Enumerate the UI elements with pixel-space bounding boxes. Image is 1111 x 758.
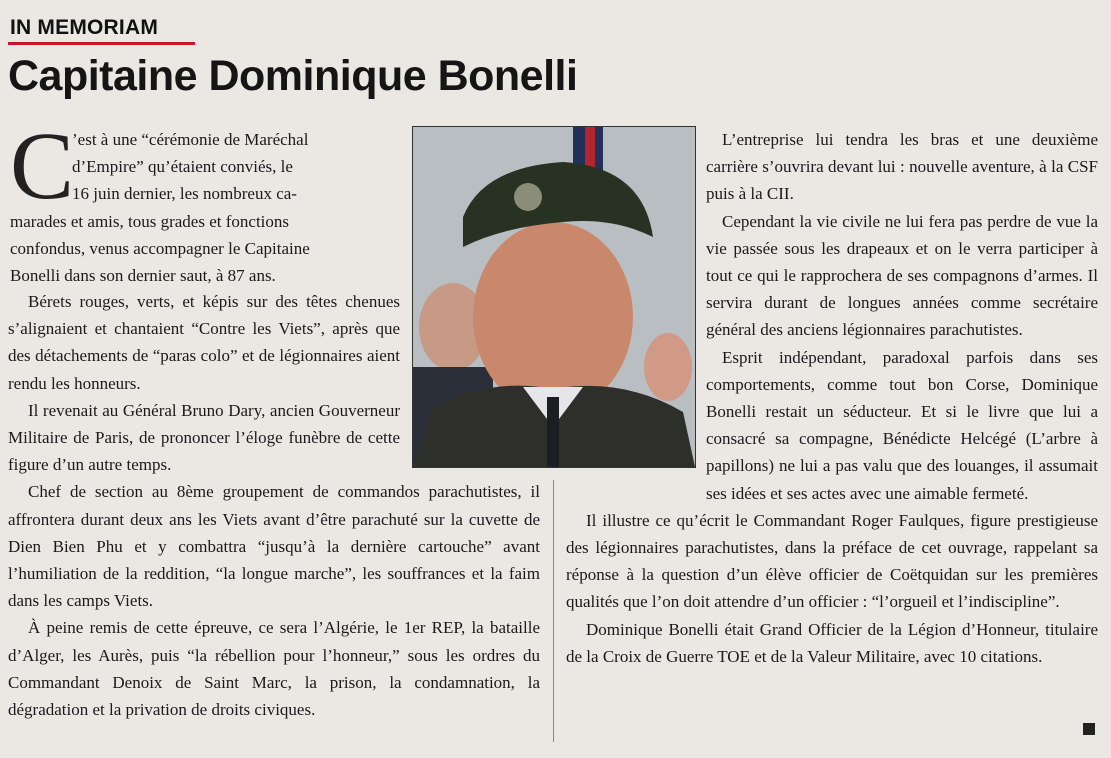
paragraph-10: Dominique Bonelli était Grand Officier de la Légion d’Honneur, titulaire de la Croix de Guerre TOE et de la Valeur Militaire, avec 10 citations. — [566, 619, 1098, 666]
paragraph-7: Cependant la vie civile ne lui fera pas perdre de vue la vie passée sous les drapeaux et on le verra participer à tout ce qui le rapprochera de ses compagnons d’armes. Il servira durant de longues années comme secrétaire général des anciens légionnaires parachutistes. — [706, 211, 1098, 340]
end-mark — [1083, 723, 1095, 735]
section-underline — [8, 42, 195, 45]
drop-cap: C — [10, 112, 75, 219]
section-label: IN MEMORIAM — [10, 16, 159, 39]
column-divider — [553, 480, 554, 742]
paragraph-4: Chef de section au 8ème groupement de commandos parachutistes, il affrontera durant deux ans les Viets avant d’être parachuté sur la cuvette de Dien Bien Phu et y combattra “jusqu’à la dernière cartouche” avant l’humiliation de la reddition, “la longue marche”, les souffrances et la faim dans les camps Viets. — [8, 482, 540, 611]
paragraph-9: Il illustre ce qu’écrit le Commandant Roger Faulques, figure prestigieuse des légionnaires parachutistes, dans la préface de cet ouvrage, rappelant sa réponse à la question d’un élève officier de Coëtquidan sur les premières qualités que l’on doit attendre d’un officier : “l’orgueil et l’indiscipline”. — [566, 510, 1098, 612]
paragraph-2: Bérets rouges, verts, et képis sur des têtes chenues s’alignaient et chantaient “Contre les Viets”, après que des détachements de “paras colo” et de légionnaires aient rendu les honneurs. — [8, 292, 400, 393]
paragraph-5: À peine remis de cette épreuve, ce sera l’Algérie, le 1er REP, la bataille d’Alger, les Aurès, puis “la rébellion pour l’honneur,” sous les ordres du Commandant Denoix de Saint Marc, la prison, la condamnation, la dégradation et la privation de droits civiques. — [8, 618, 540, 720]
para1-line-5: confondus, venus accompagner le Capitaine — [10, 238, 310, 258]
article-title: Capitaine Dominique Bonelli — [8, 52, 578, 100]
paragraph-6: L’entreprise lui tendra les bras et une deuxième carrière s’ouvrira devant lui : nouvelle aventure, à la CSF puis à la CII. — [706, 130, 1098, 204]
para1-line-6: Bonelli dans son dernier saut, à 87 ans. — [10, 266, 276, 286]
paragraph-8: Esprit indépendant, paradoxal parfois dans ses comportements, comme tout bon Corse, Dominique Bonelli restait un séducteur. Et si le livre que lui a consacré sa compagne, Bénédicte Helcégé (L’arbre à papillons) ne lui a pas valu que des louanges, il assumait ses idées et ses actes avec une aimable fermeté. — [706, 347, 1098, 503]
paragraph-3: Il revenait au Général Bruno Dary, ancien Gouverneur Militaire de Paris, de prononcer l’éloge funèbre de cette figure d’un autre temps. — [8, 400, 400, 475]
para1-line-4: marades et amis, tous grades et fonctions — [10, 211, 290, 231]
para1-line-2: d’Empire” qu’étaient conviés, le — [72, 157, 293, 177]
first-paragraph-top — [10, 126, 402, 289]
right-column — [566, 126, 1098, 670]
para1-line-1: ’est à une “cérémonie de Maréchal — [72, 130, 309, 149]
para1-line-3: 16 juin dernier, les nombreux ca- — [72, 184, 297, 204]
